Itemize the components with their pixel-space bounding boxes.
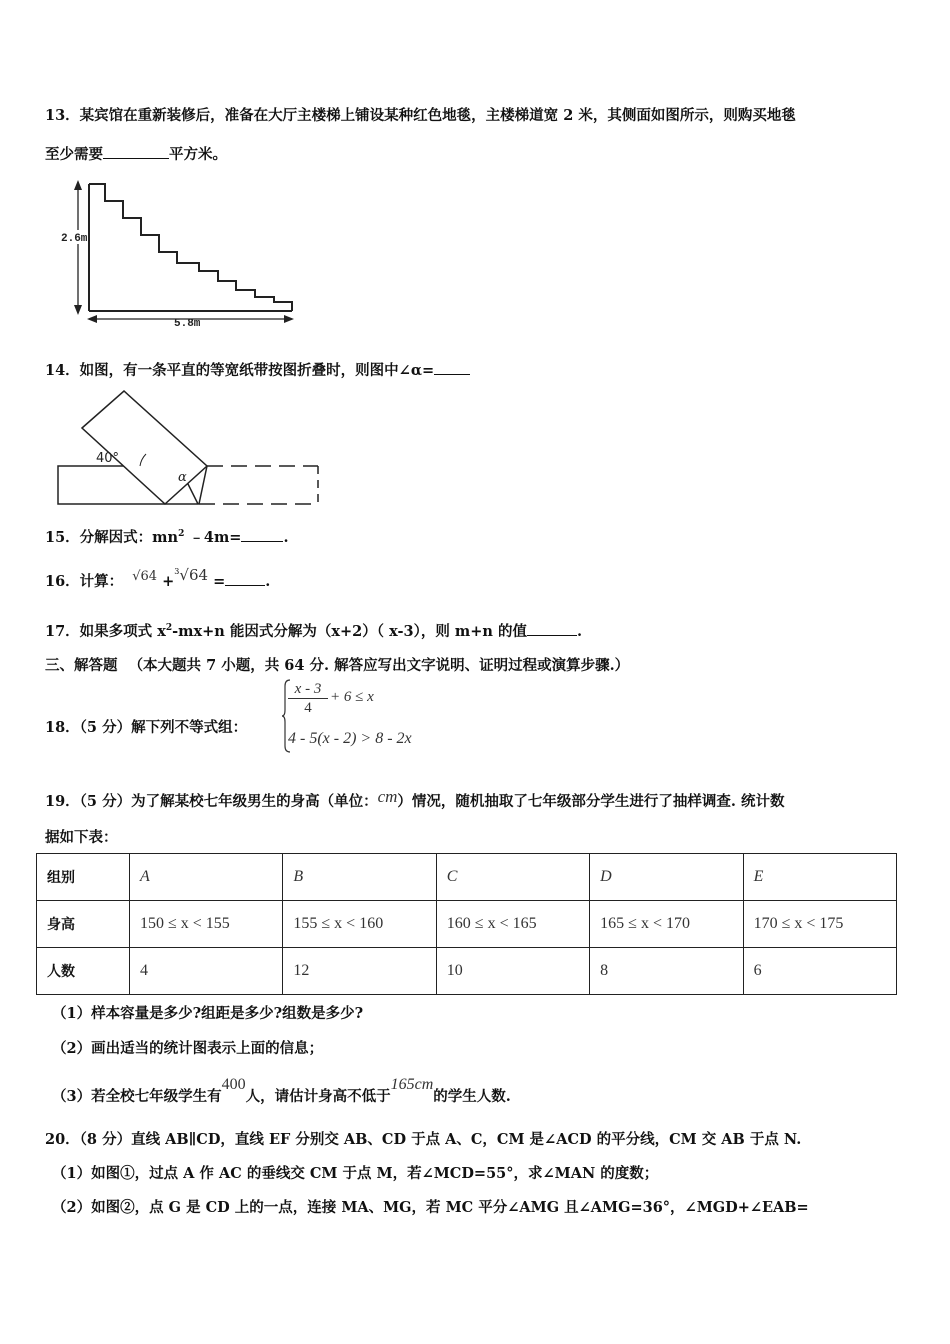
q16-cbrt: √64 xyxy=(179,566,209,584)
group-cell: D xyxy=(590,854,743,901)
q19-line1 xyxy=(45,787,785,811)
folded-strip-figure xyxy=(52,388,327,512)
section3-title: 三、解答题 xyxy=(45,657,118,674)
q19-sub3-num: 400 xyxy=(221,1076,246,1093)
width-arrow-right xyxy=(284,315,294,323)
section3-note: （本大题共 7 小题，共 64 分. 解答应写出文字说明、证明过程或演算步骤.） xyxy=(128,657,630,674)
q19-pre: 19．（5 分）为了解某校七年级男生的身高（单位： xyxy=(45,793,378,810)
q13-line1: 13．某宾馆在重新装修后，准备在大厅主楼梯上铺设某种红色地毯，主楼梯道宽 2 米，其侧面如图所示，则购买地毯 xyxy=(45,107,796,124)
q13-line2-post: 平方米。 xyxy=(169,146,227,163)
q17-sup: 2 xyxy=(165,623,173,634)
row-header-group: 组别 xyxy=(37,854,130,901)
height-cell: 170 ≤ x < 175 xyxy=(743,901,896,948)
count-cell: 10 xyxy=(436,948,589,995)
staircase-figure xyxy=(58,178,303,330)
q19-sub3-pre: （3）若全校七年级学生有 xyxy=(52,1088,222,1105)
q15-post: ﹣4m= xyxy=(184,529,242,546)
q17-end: . xyxy=(576,623,583,640)
strip-folded-part xyxy=(82,391,207,504)
count-cell: 8 xyxy=(590,948,743,995)
height-arrow-down xyxy=(74,305,82,315)
count-cell: 12 xyxy=(283,948,436,995)
count-cell: 6 xyxy=(743,948,896,995)
height-arrow-up xyxy=(74,180,82,190)
q20-line2: （1）如图①，过点 A 作 AC 的垂线交 CM 于点 M，若∠MCD=55°，求∠MAN 的度数； xyxy=(52,1165,659,1182)
count-cell: 4 xyxy=(130,948,283,995)
group-cell: B xyxy=(283,854,436,901)
ineq1-rest: + 6 ≤ x xyxy=(330,689,374,705)
q17-pre: 17．如果多项式 x xyxy=(45,623,166,640)
row-header-count: 人数 xyxy=(37,948,130,995)
q13-answer-blank[interactable] xyxy=(103,144,169,159)
ineq1-numerator: x - 3 xyxy=(288,680,328,699)
q16-pre: 16．计算： xyxy=(45,573,124,590)
table-row-count xyxy=(37,948,897,995)
q19-sub3 xyxy=(52,1076,511,1106)
angle-label-40: 40° xyxy=(96,451,120,466)
q16-answer-blank[interactable] xyxy=(225,571,265,586)
q15-sup: 2 xyxy=(178,529,185,540)
width-label: 5.8m xyxy=(174,318,201,330)
height-cell: 160 ≤ x < 165 xyxy=(436,901,589,948)
group-cell: C xyxy=(436,854,589,901)
angle-label-alpha: α xyxy=(178,470,187,485)
q17-line xyxy=(45,620,582,641)
table-row-group xyxy=(37,854,897,901)
height-cell: 155 ≤ x < 160 xyxy=(283,901,436,948)
q19-post: ）情况，随机抽取了七年级部分学生进行了抽样调查. 统计数 xyxy=(397,793,785,810)
q18-text: 18．（5 分）解下列不等式组： xyxy=(45,719,248,736)
height-label: 2.6m xyxy=(61,233,88,245)
q16-line xyxy=(45,566,270,591)
q20-line3: （2）如图②，点 G 是 CD 上的一点，连接 MA、MG，若 MC 平分∠AMG 且∠AMG=36°，∠MGD+∠EAB= xyxy=(52,1199,809,1216)
height-cell: 165 ≤ x < 170 xyxy=(590,901,743,948)
q19-sub3-val: 165cm xyxy=(390,1076,434,1093)
q20-line1: 20．（8 分）直线 AB∥CD，直线 EF 分别交 AB、CD 于点 A、C，CM 是∠ACD 的平分线，CM 交 AB 于点 N. xyxy=(45,1131,802,1148)
section3-heading xyxy=(45,654,629,675)
q15-pre: 15．分解因式：mn xyxy=(45,529,179,546)
q19-sub1: （1）样本容量是多少?组距是多少?组数是多少? xyxy=(52,1005,364,1022)
q13-line2-pre: 至少需要 xyxy=(45,146,103,163)
q15-line xyxy=(45,526,289,547)
q19-sub3-mid: 人，请估计身高不低于 xyxy=(245,1088,391,1105)
table-row-height xyxy=(37,901,897,948)
q14-line xyxy=(45,359,470,380)
q17-answer-blank[interactable] xyxy=(527,621,577,636)
group-cell: A xyxy=(130,854,283,901)
q19-sub2: （2）画出适当的统计图表示上面的信息； xyxy=(52,1040,324,1057)
q17-post: -mx+n 能因式分解为（x+2）（ x-3），则 m+n 的值 xyxy=(172,623,527,640)
q16-end: . xyxy=(265,573,271,590)
staircase-steps xyxy=(89,184,292,311)
group-cell: E xyxy=(743,854,896,901)
width-arrow-left xyxy=(87,315,97,323)
q16-cbrt-index: 3 xyxy=(174,567,180,577)
q14-answer-blank[interactable] xyxy=(434,360,470,375)
q19-unit: cm xyxy=(377,787,398,806)
q16-sqrt: √64 xyxy=(132,569,158,584)
inequality-system xyxy=(282,678,462,754)
q16-eq: = xyxy=(213,573,226,590)
q19-line2: 据如下表： xyxy=(45,829,118,846)
ineq1-denominator: 4 xyxy=(304,700,312,716)
height-data-table xyxy=(36,853,897,995)
q15-end: . xyxy=(283,529,289,546)
ineq2: 4 - 5(x - 2) > 8 - 2x xyxy=(288,730,412,747)
q13-line2 xyxy=(45,143,227,164)
q16-plus: + xyxy=(162,573,175,590)
row-header-height: 身高 xyxy=(37,901,130,948)
height-cell: 150 ≤ x < 155 xyxy=(130,901,283,948)
q15-answer-blank[interactable] xyxy=(241,527,283,542)
q18-label xyxy=(45,716,247,737)
q19-sub3-post: 的学生人数. xyxy=(433,1088,511,1105)
q14-text: 14．如图，有一条平直的等宽纸带按图折叠时，则图中∠α= xyxy=(45,362,435,379)
